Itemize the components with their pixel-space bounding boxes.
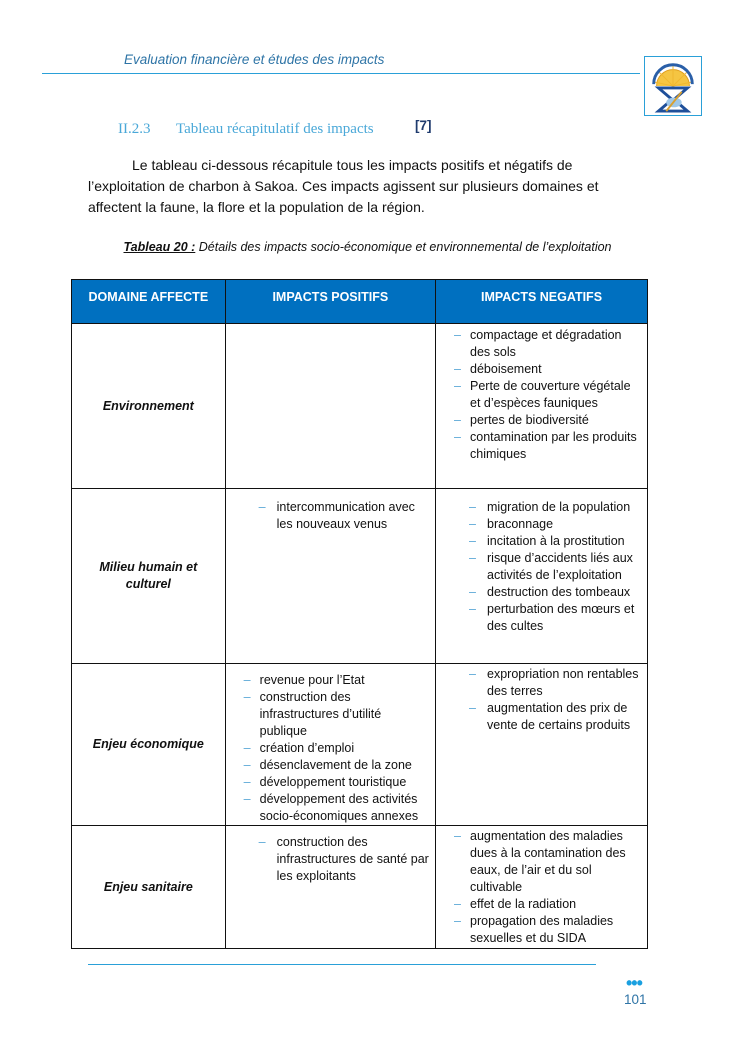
list-item: – revenue pour l’Etat (226, 672, 429, 689)
table-row (72, 324, 648, 489)
running-header-title: Evaluation financière et études des impacts (124, 52, 385, 67)
positive-impacts-cell (225, 826, 435, 949)
table-row (72, 826, 648, 949)
list-item: – contamination par les produits chimiques (436, 429, 641, 463)
list-item: – construction des infrastructures de santé par les exploitants (226, 834, 429, 885)
negative-impacts-list (436, 828, 641, 947)
table-caption-text: Détails des impacts socio-économique et environnemental de l’exploitation (195, 240, 612, 254)
citation-reference: [7] (415, 118, 432, 133)
table-row (72, 664, 648, 826)
list-item: – pertes de biodiversité (436, 412, 641, 429)
list-item: – développement touristique (226, 774, 429, 791)
list-item: – déboisement (436, 361, 641, 378)
positive-impacts-cell (225, 324, 435, 489)
negative-impacts-cell (436, 826, 648, 949)
footer-rule (88, 964, 596, 965)
table-row (72, 489, 648, 664)
list-item: – Perte de couverture végétale et d’espèces fauniques (436, 378, 641, 412)
list-item: – désenclavement de la zone (226, 757, 429, 774)
table-caption (0, 240, 735, 254)
list-item: – augmentation des maladies dues à la contamination des eaux, de l’air et du sol cultivable (436, 828, 641, 896)
negative-impacts-list (436, 499, 641, 635)
list-item: – compactage et dégradation des sols (436, 327, 641, 361)
negative-impacts-list (436, 666, 641, 734)
header-rule (42, 73, 640, 74)
page-number: 101 (624, 992, 647, 1007)
list-item: – effet de la radiation (436, 896, 641, 913)
table-header-row (72, 280, 648, 324)
list-item: – création d’emploi (226, 740, 429, 757)
section-title: Tableau récapitulatif des impacts (176, 121, 374, 137)
intro-paragraph-text: Le tableau ci-dessous récapitule tous les impacts positifs et négatifs de l’exploitation de charbon à Sakoa. Ces impacts agissent sur plusieurs domaines et affectent la faune, la flore et la population de la région. (88, 157, 599, 215)
impacts-table (71, 279, 648, 949)
positive-impacts-cell (225, 664, 435, 826)
list-item: – expropriation non rentables des terres (436, 666, 641, 700)
ellipsis-dots-icon: ••• (626, 973, 642, 993)
domain-cell: Milieu humain et culturel (72, 489, 226, 664)
list-item: – braconnage (436, 516, 641, 533)
university-emblem-icon (644, 56, 702, 116)
list-item: – migration de la population (436, 499, 641, 516)
list-item: – développement des activités socio-économiques annexes (226, 791, 429, 825)
domain-cell: Enjeu sanitaire (72, 826, 226, 949)
positive-impacts-cell (225, 489, 435, 664)
list-item: – perturbation des mœurs et des cultes (436, 601, 641, 635)
list-item: – destruction des tombeaux (436, 584, 641, 601)
list-item: – incitation à la prostitution (436, 533, 641, 550)
negative-impacts-list (436, 327, 641, 463)
negative-impacts-cell (436, 489, 648, 664)
section-number: II.2.3 (118, 121, 151, 137)
positive-impacts-list (226, 499, 429, 533)
column-header-negative: IMPACTS NEGATIFS (436, 280, 648, 324)
column-header-domain: DOMAINE AFFECTE (72, 280, 226, 324)
column-header-positive: IMPACTS POSITIFS (225, 280, 435, 324)
list-item: – augmentation des prix de vente de certains produits (436, 700, 641, 734)
table-caption-label: Tableau 20 : (123, 240, 196, 254)
positive-impacts-list (226, 834, 429, 885)
negative-impacts-cell (436, 664, 648, 826)
list-item: – construction des infrastructures d’utilité publique (226, 689, 429, 740)
section-heading (118, 121, 374, 138)
domain-cell: Enjeu économique (72, 664, 226, 826)
list-item: – intercommunication avec les nouveaux venus (226, 499, 429, 533)
domain-cell: Environnement (72, 324, 226, 489)
intro-paragraph (88, 155, 650, 218)
list-item: – risque d’accidents liés aux activités de l’exploitation (436, 550, 641, 584)
negative-impacts-cell (436, 324, 648, 489)
list-item: – propagation des maladies sexuelles et du SIDA (436, 913, 641, 947)
positive-impacts-list (226, 672, 429, 825)
